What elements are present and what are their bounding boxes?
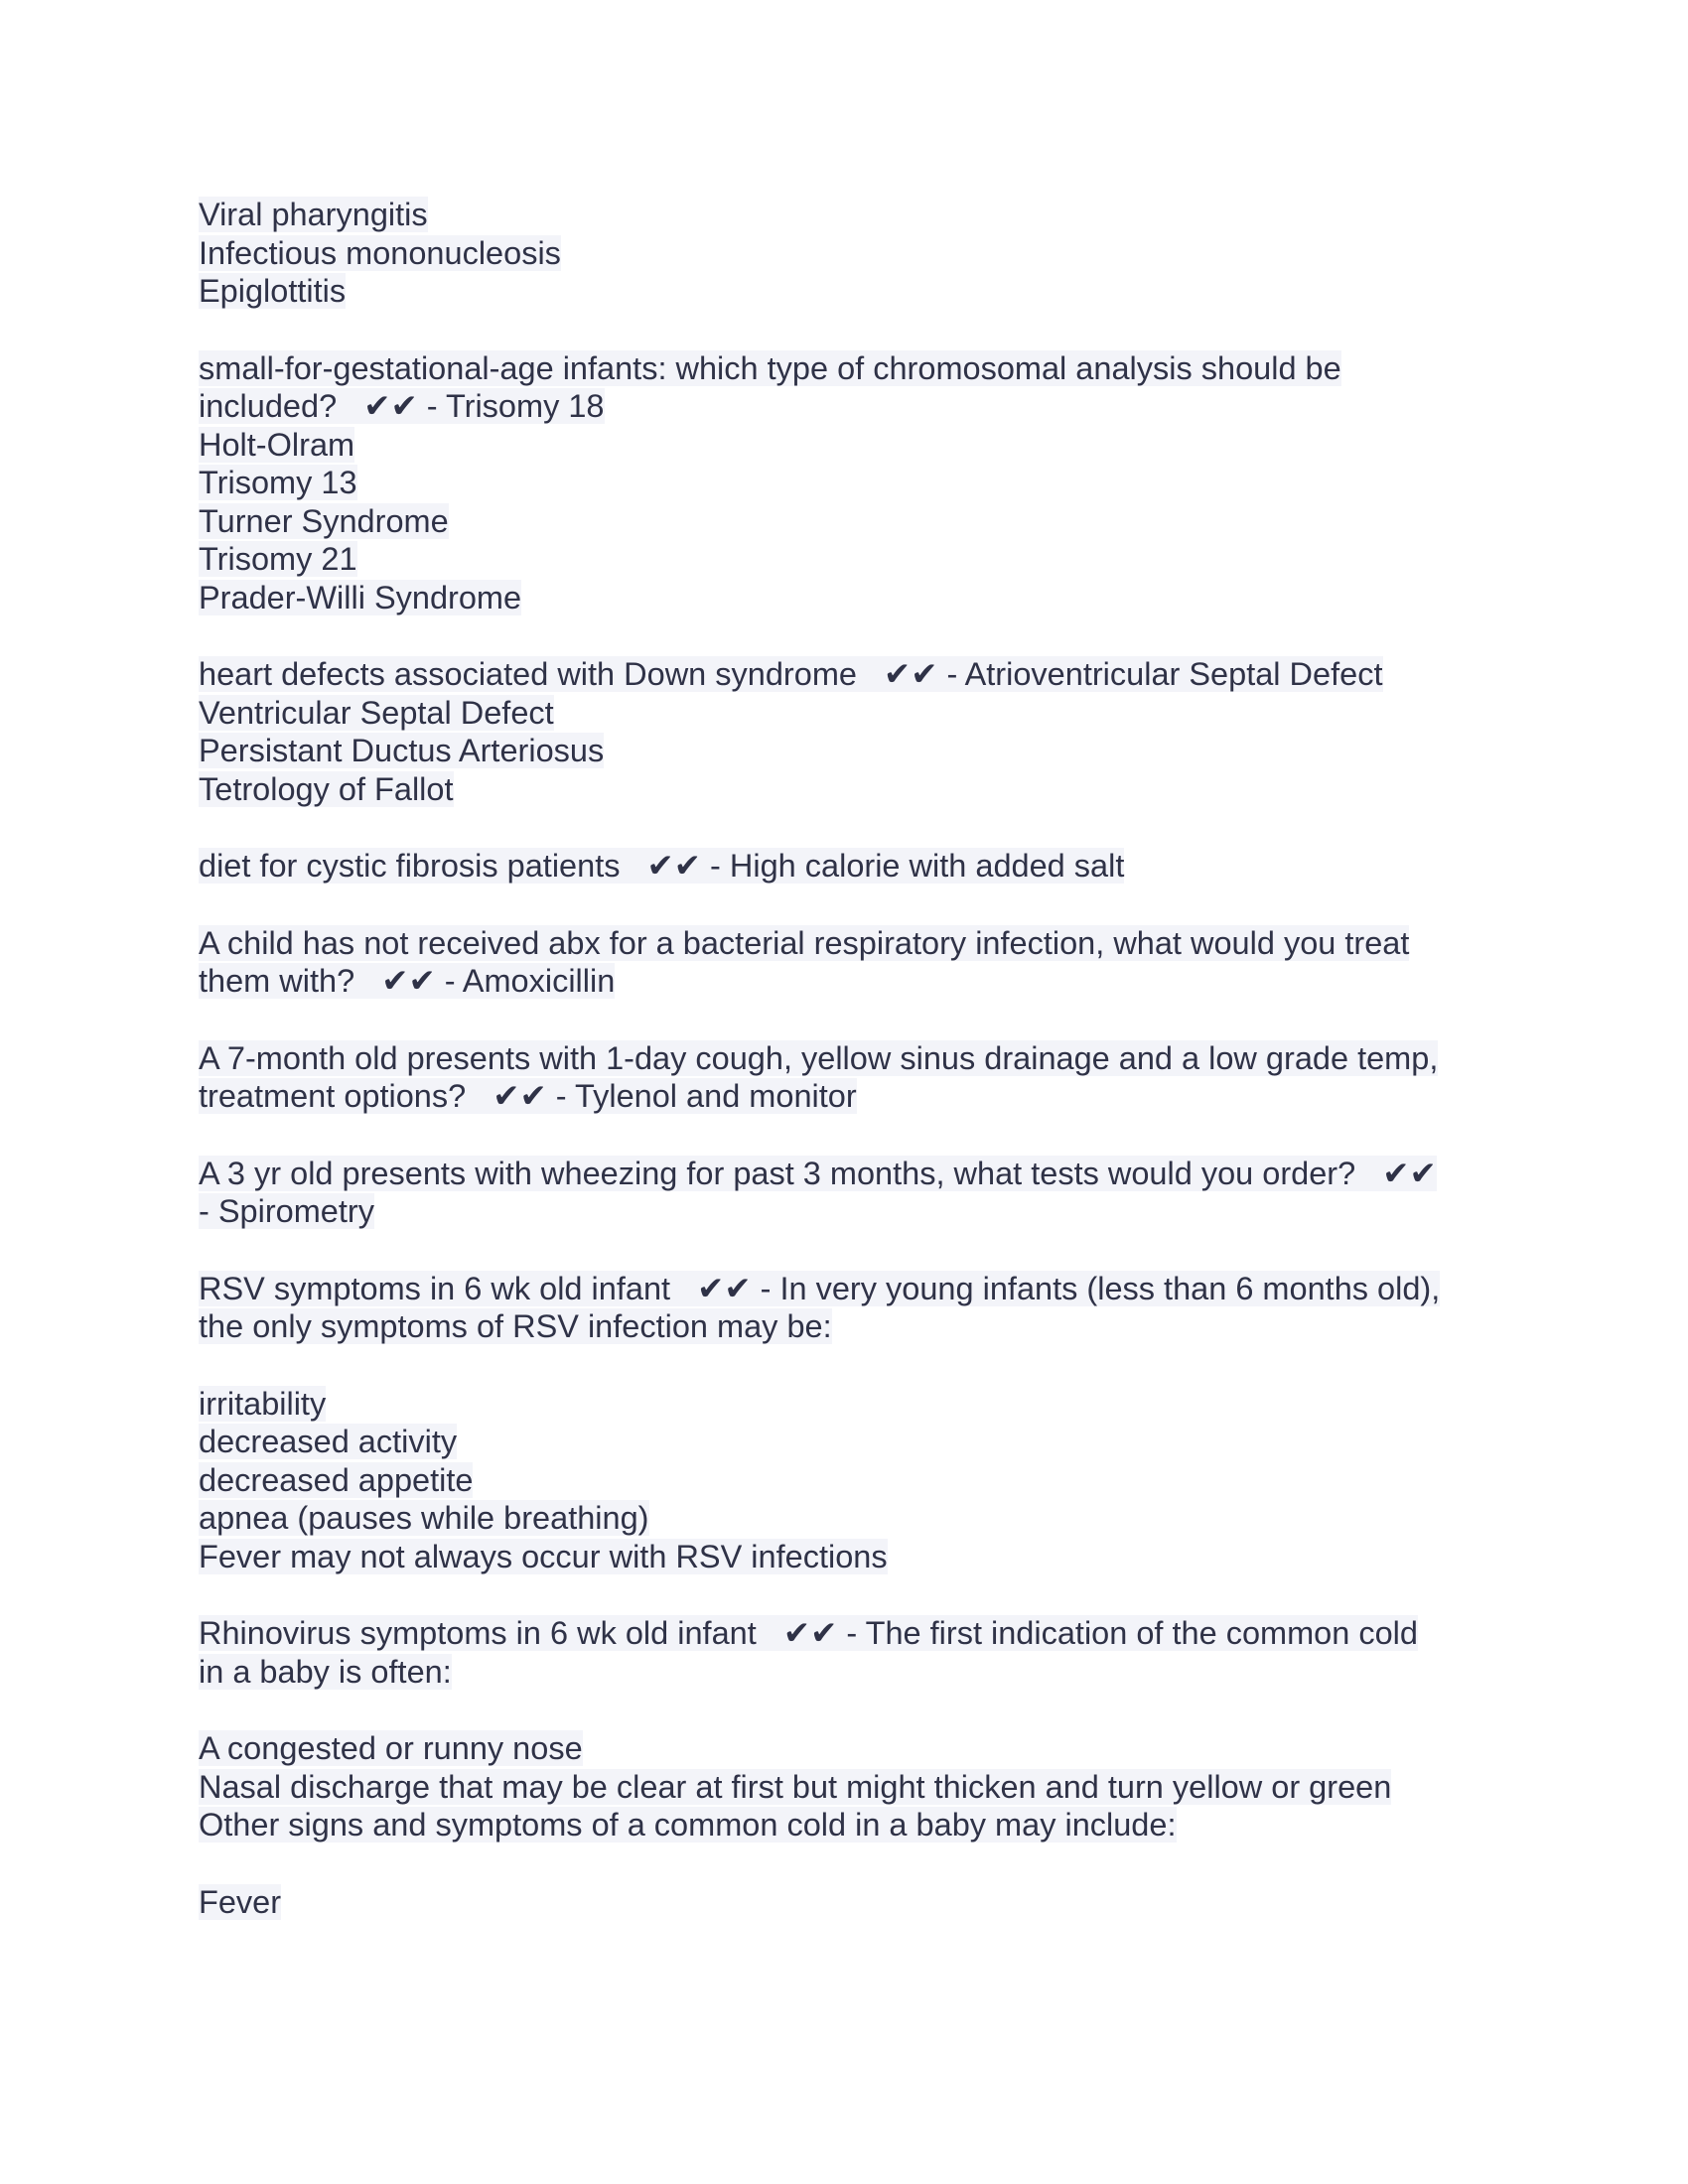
answer-line: Turner Syndrome	[199, 502, 449, 539]
question-line: RSV symptoms in 6 wk old infant ✔✔ - In very young infants (less than 6 months old),	[199, 1270, 1441, 1306]
paragraph-gap	[199, 886, 1489, 924]
paragraph-gap	[199, 1691, 1489, 1729]
answer-line: A congested or runny nose	[199, 1730, 583, 1766]
paragraph-gap	[199, 311, 1489, 349]
answer-line: Trisomy 13	[199, 465, 357, 500]
continued-answer-list	[199, 196, 1489, 311]
paragraph-gap	[199, 1116, 1489, 1155]
answer-line: Prader-Willi Syndrome	[199, 579, 522, 615]
paragraph-gap	[199, 808, 1489, 847]
cold-symptom-list	[199, 1729, 1489, 1844]
answer-line: in a baby is often:	[199, 1653, 452, 1690]
answer-line: apnea (pauses while breathing)	[199, 1500, 649, 1536]
qa-rsv-symptoms	[199, 1270, 1489, 1346]
question-line: heart defects associated with Down syndrome ✔✔ - Atrioventricular Septal Defect	[199, 656, 1383, 692]
paragraph-gap	[199, 1001, 1489, 1039]
question-line: them with? ✔✔ - Amoxicillin	[199, 963, 616, 999]
answer-line: Persistant Ductus Arteriosus	[199, 733, 605, 768]
answer-line: Ventricular Septal Defect	[199, 694, 554, 731]
question-line: treatment options? ✔✔ - Tylenol and monitor	[199, 1078, 857, 1114]
qa-down-syndrome-heart-defects	[199, 655, 1489, 808]
answer-line: decreased activity	[199, 1424, 458, 1459]
paragraph-gap	[199, 1844, 1489, 1883]
qa-cystic-fibrosis-diet	[199, 847, 1489, 886]
question-line: A 3 yr old presents with wheezing for past 3 months, what tests would you order? ✔✔	[199, 1155, 1437, 1191]
qa-rhinovirus-symptoms	[199, 1614, 1489, 1691]
question-line: A child has not received abx for a bacterial respiratory infection, what would you treat	[199, 924, 1410, 961]
answer-line: Fever	[199, 1883, 282, 1920]
cold-symptom-list-continued	[199, 1883, 1489, 1922]
answer-line: decreased appetite	[199, 1461, 474, 1498]
answer-line: irritability	[199, 1385, 327, 1422]
answer-line: Trisomy 21	[199, 541, 357, 577]
answer-line: Nasal discharge that may be clear at first but might thicken and turn yellow or green	[199, 1768, 1392, 1805]
question-line: A 7-month old presents with 1-day cough, yellow sinus drainage and a low grade temp,	[199, 1039, 1439, 1076]
question-line: small-for-gestational-age infants: which type of chromosomal analysis should be	[199, 349, 1341, 386]
paragraph-gap	[199, 1346, 1489, 1385]
qa-wheezing-tests	[199, 1155, 1489, 1231]
answer-line: Tetrology of Fallot	[199, 770, 454, 807]
answer-line: the only symptoms of RSV infection may be:	[199, 1308, 832, 1344]
text-line: Epiglottitis	[199, 273, 347, 309]
answer-line: Fever may not always occur with RSV infections	[199, 1538, 888, 1574]
question-line: diet for cystic fibrosis patients ✔✔ - High calorie with added salt	[199, 848, 1125, 884]
qa-7-month-cough	[199, 1039, 1489, 1116]
question-line: Rhinovirus symptoms in 6 wk old infant ✔✔ - The first indication of the common cold	[199, 1615, 1418, 1651]
paragraph-gap	[199, 616, 1489, 655]
qa-antibiotic-choice	[199, 924, 1489, 1001]
paragraph-gap	[199, 1231, 1489, 1270]
answer-line: Other signs and symptoms of a common cold in a baby may include:	[199, 1807, 1177, 1843]
answer-line: - Spirometry	[199, 1193, 374, 1229]
question-line: included? ✔✔ - Trisomy 18	[199, 388, 605, 424]
text-line: Infectious mononucleosis	[199, 234, 561, 271]
rsv-symptom-list	[199, 1385, 1489, 1576]
text-line: Viral pharyngitis	[199, 197, 428, 232]
paragraph-gap	[199, 1575, 1489, 1614]
document-page	[199, 196, 1489, 1921]
qa-chromosomal-analysis	[199, 349, 1489, 617]
answer-line: Holt-Olram	[199, 426, 355, 463]
